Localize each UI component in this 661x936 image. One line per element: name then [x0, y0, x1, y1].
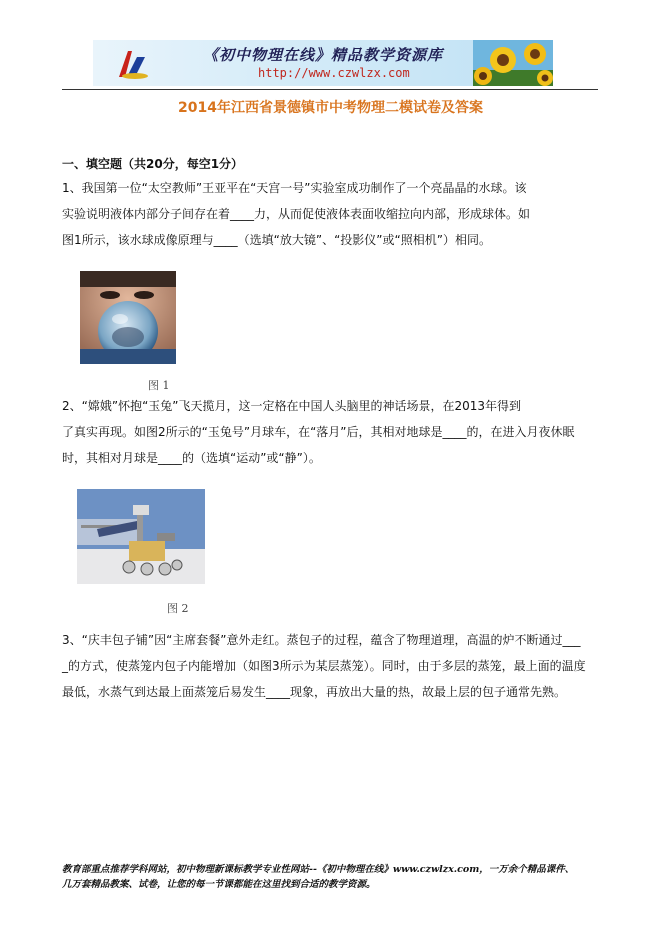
- site-title: 《初中物理在线》精品教学资源库: [203, 46, 444, 64]
- question-3-line-1: 3、“庆丰包子铺”因“主席套餐”意外走红。蒸包子的过程，蕴含了物理道理，高温的炉不断通过___: [62, 633, 581, 647]
- page-footer: [62, 862, 602, 892]
- header-banner: [93, 40, 553, 86]
- header-divider: [62, 89, 598, 90]
- section-heading: 一、填空题（共20分，每空1分）: [62, 157, 244, 171]
- question-3-line-3: 最低，水蒸气到达最上面蒸笼后易发生____现象，再放出大量的热，故最上层的包子通常先熟。: [62, 685, 567, 699]
- figure-2-caption: 图 2: [167, 602, 189, 615]
- figure-1-water-ball-image: [80, 271, 176, 364]
- question-1-line-2: 实验说明液体内部分子间存在着____力，从而促使液体表面收缩拉向内部，形成球体。如: [62, 207, 531, 221]
- sunflower-icon: [473, 40, 553, 86]
- site-logo-icon: [115, 47, 149, 81]
- figure-1-caption: 图 1: [148, 379, 170, 392]
- site-url[interactable]: http://www.czwlzx.com: [258, 66, 410, 80]
- question-2-line-1: 2、“嫦娥”怀抱“玉兔”飞天揽月，这一定格在中国人头脑里的神话场景，在2013年得到: [62, 399, 522, 413]
- question-1-line-3: 图1所示，该水球成像原理与____（选填“放大镜”、“投影仪”或“照相机”）相同。: [62, 233, 491, 247]
- footer-line-2: 几万套精品教案、试卷，让您的每一节课都能在这里找到合适的教学资源。: [62, 879, 376, 890]
- question-2-line-3: 时，其相对月球是____的（选填“运动”或“静”）。: [62, 451, 321, 465]
- question-3-line-2: _的方式，使蒸笼内包子内能增加（如图3所示为某层蒸笼）。同时，由于多层的蒸笼，最上面的温度: [62, 659, 586, 673]
- question-2-line-2: 了真实再现。如图2所示的“玉兔号”月球车，在“落月”后，其相对地球是____的，在进入月夜休眠: [62, 425, 575, 439]
- document-title: 2014年江西省景德镇市中考物理二模试卷及答案: [178, 100, 483, 116]
- figure-2-lunar-rover-image: [77, 489, 205, 584]
- footer-line-1: 教育部重点推荐学科网站，初中物理新课标教学专业性网站--《初中物理在线》www.czwlzx.com，一万余个精品课件、: [62, 864, 575, 875]
- question-1-line-1: 1、我国第一位“太空教师”王亚平在“天宫一号”实验室成功制作了一个亮晶晶的水球。该: [62, 181, 527, 195]
